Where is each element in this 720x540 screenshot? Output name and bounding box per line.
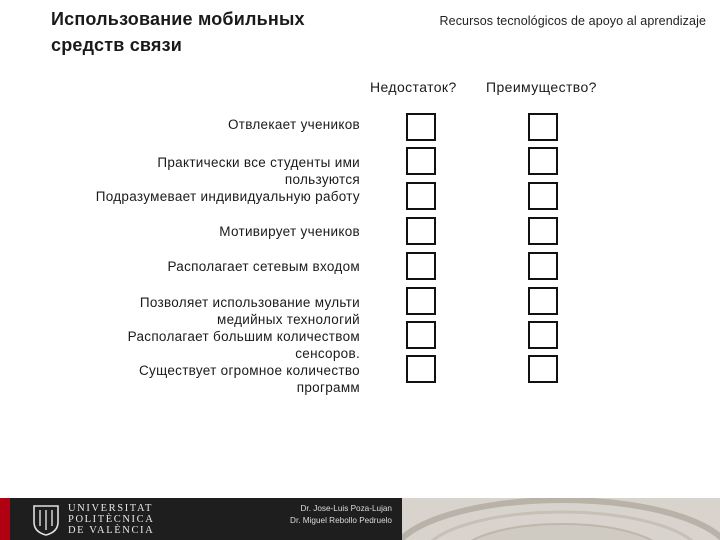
slide-title <box>51 6 371 58</box>
lack-checkbox[interactable] <box>406 113 436 141</box>
title-line-1: Использование мобильных <box>51 9 305 29</box>
authors <box>290 503 392 527</box>
statement-multimedia: Позволяет использование мульти медийных технологий <box>139 295 360 327</box>
column-header-advantage: Преимущество? <box>486 79 597 95</box>
column-header-lack: Недостаток? <box>370 79 457 95</box>
university-logo-area <box>10 498 402 540</box>
advantage-checkbox[interactable] <box>528 217 558 245</box>
footer-bar <box>0 496 720 540</box>
author-1: Dr. Jose-Luis Poza-Lujan <box>300 504 392 513</box>
lack-checkbox[interactable] <box>406 287 436 315</box>
statement-network-access: Располагает сетевым входом <box>167 259 360 274</box>
advantage-checkbox[interactable] <box>528 321 558 349</box>
statement-distracts: Отвлекает учеников <box>227 117 360 132</box>
lack-checkbox[interactable] <box>406 252 436 280</box>
lack-checkbox[interactable] <box>406 182 436 210</box>
lack-checkbox[interactable] <box>406 321 436 349</box>
brand-stripe <box>0 498 10 540</box>
lack-checkbox[interactable] <box>406 355 436 383</box>
seal-watermark <box>402 498 720 540</box>
advantage-checkbox[interactable] <box>528 182 558 210</box>
author-2: Dr. Miguel Rebollo Pedruelo <box>290 516 392 525</box>
statement-sensors: Располагает большим количеством сенсоров. <box>127 329 360 361</box>
lack-checkbox[interactable] <box>406 147 436 175</box>
university-name <box>68 503 154 536</box>
university-line-1: UNIVERSITAT <box>68 503 154 514</box>
advantage-checkbox[interactable] <box>528 147 558 175</box>
university-line-2: POLITÈCNICA <box>68 514 155 525</box>
advantage-checkbox[interactable] <box>528 355 558 383</box>
university-line-3: DE VALÈNCIA <box>68 525 155 536</box>
statement-individual-work: Подразумевает индивидуальную работу <box>95 189 360 204</box>
course-subtitle: Recursos tecnológicos de apoyo al aprendizaje <box>439 14 706 28</box>
statement-many-apps: Существует огромное количество программ <box>138 363 360 395</box>
lack-checkbox[interactable] <box>406 217 436 245</box>
advantage-checkbox[interactable] <box>528 287 558 315</box>
statement-almost-all-use: Практически все студенты ими пользуются <box>157 155 360 187</box>
title-line-2: средств связи <box>51 35 183 55</box>
university-seal-icon <box>32 504 60 536</box>
statement-motivates: Мотивирует учеников <box>219 224 360 239</box>
advantage-checkbox[interactable] <box>528 113 558 141</box>
advantage-checkbox[interactable] <box>528 252 558 280</box>
